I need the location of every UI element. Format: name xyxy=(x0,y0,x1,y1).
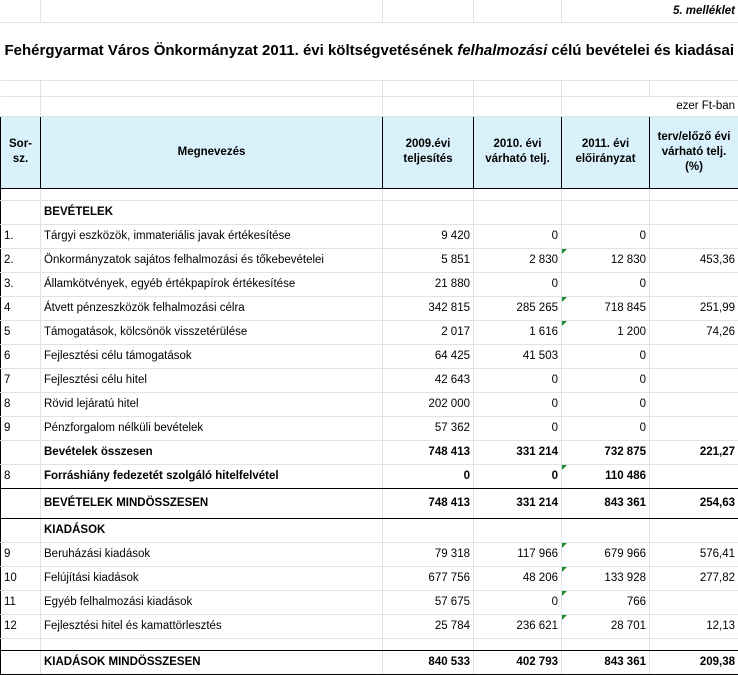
row-ratio xyxy=(650,392,738,416)
row-value-2010: 0 xyxy=(474,392,562,416)
row-name: Fejlesztési hitel és kamattörlesztés xyxy=(41,614,383,638)
col-header-2010: 2010. évi várható telj. xyxy=(474,116,562,188)
row-value-2011: 718 845 xyxy=(562,296,650,320)
income-grand-2009: 748 413 xyxy=(383,488,474,518)
table-row xyxy=(1,344,738,368)
table-row xyxy=(1,416,738,440)
row-name: Fejlesztési célu támogatások xyxy=(41,344,383,368)
row-ratio: 453,36 xyxy=(650,248,738,272)
row-value-2011: 0 xyxy=(562,224,650,248)
row-value-2010: 0 xyxy=(474,272,562,296)
row-name: Egyéb felhalmozási kiadások xyxy=(41,590,383,614)
table-row xyxy=(1,320,738,344)
row-value-2009: 677 756 xyxy=(383,566,474,590)
income-rows xyxy=(1,224,738,440)
expense-rows xyxy=(1,542,738,638)
table-row xyxy=(1,614,738,638)
row-num: 1. xyxy=(1,224,41,248)
income-total-ratio: 221,27 xyxy=(650,440,738,464)
row-name: Felújítási kiadások xyxy=(41,566,383,590)
table-row xyxy=(1,296,738,320)
row-value-2011: 1 200 xyxy=(562,320,650,344)
deficit-2009: 0 xyxy=(383,464,474,488)
row-ratio xyxy=(650,590,738,614)
row-value-2010: 1 616 xyxy=(474,320,562,344)
row-value-2010: 48 206 xyxy=(474,566,562,590)
row-num: 5 xyxy=(1,320,41,344)
deficit-2011: 110 486 xyxy=(562,464,650,488)
row-name: Beruházási kiadások xyxy=(41,542,383,566)
row-name: Önkormányzatok sajátos felhalmozási és tőkebevételei xyxy=(41,248,383,272)
row-num: 10 xyxy=(1,566,41,590)
income-total-2009: 748 413 xyxy=(383,440,474,464)
col-header-ratio: terv/előző évi várható telj. (%) xyxy=(650,116,738,188)
income-total-2011: 732 875 xyxy=(562,440,650,464)
row-value-2011: 0 xyxy=(562,416,650,440)
row-name: Rövid lejáratú hitel xyxy=(41,392,383,416)
row-value-2009: 9 420 xyxy=(383,224,474,248)
row-value-2011: 133 928 xyxy=(562,566,650,590)
row-value-2009: 2 017 xyxy=(383,320,474,344)
expense-heading: KIADÁSOK xyxy=(41,518,383,542)
title-italic: felhalmozási xyxy=(457,42,547,59)
row-name: Fejlesztési célu hitel xyxy=(41,368,383,392)
row-num: 7 xyxy=(1,368,41,392)
row-value-2009: 64 425 xyxy=(383,344,474,368)
col-header-name: Megnevezés xyxy=(41,116,383,188)
row-name: Tárgyi eszközök, immateriális javak értékesítése xyxy=(41,224,383,248)
table-row xyxy=(1,542,738,566)
income-total-2010: 331 214 xyxy=(474,440,562,464)
row-value-2009: 342 815 xyxy=(383,296,474,320)
row-value-2009: 202 000 xyxy=(383,392,474,416)
row-value-2010: 0 xyxy=(474,224,562,248)
row-value-2011: 0 xyxy=(562,392,650,416)
deficit-name: Forráshiány fedezetét szolgáló hitelfelvétel xyxy=(41,464,383,488)
table-row xyxy=(1,248,738,272)
table-row xyxy=(1,566,738,590)
row-value-2011: 12 830 xyxy=(562,248,650,272)
page-title xyxy=(1,22,738,80)
row-value-2009: 21 880 xyxy=(383,272,474,296)
income-grand-name: BEVÉTELEK MINDÖSSZESEN xyxy=(41,488,383,518)
title-part2: célú bevételei és kiadásai xyxy=(547,42,734,59)
income-total-name: Bevételek összesen xyxy=(41,440,383,464)
row-name: Átvett pénzeszközök felhalmozási célra xyxy=(41,296,383,320)
income-grand-2010: 331 214 xyxy=(474,488,562,518)
col-header-2011: 2011. évi előirányzat xyxy=(562,116,650,188)
row-ratio xyxy=(650,272,738,296)
table-row xyxy=(1,368,738,392)
row-value-2009: 57 675 xyxy=(383,590,474,614)
row-ratio: 12,13 xyxy=(650,614,738,638)
row-ratio: 277,82 xyxy=(650,566,738,590)
row-value-2010: 117 966 xyxy=(474,542,562,566)
row-num: 9 xyxy=(1,416,41,440)
row-value-2011: 28 701 xyxy=(562,614,650,638)
row-value-2011: 0 xyxy=(562,368,650,392)
row-num: 12 xyxy=(1,614,41,638)
income-grand-2011: 843 361 xyxy=(562,488,650,518)
row-num: 11 xyxy=(1,590,41,614)
row-num: 4 xyxy=(1,296,41,320)
row-name: Pénzforgalom nélküli bevételek xyxy=(41,416,383,440)
col-header-num: Sor-sz. xyxy=(1,116,41,188)
row-value-2009: 5 851 xyxy=(383,248,474,272)
row-num: 2. xyxy=(1,248,41,272)
expense-grand-name: KIADÁSOK MINDÖSSZESEN xyxy=(41,650,383,674)
row-value-2011: 0 xyxy=(562,272,650,296)
row-value-2010: 0 xyxy=(474,368,562,392)
income-grand-ratio: 254,63 xyxy=(650,488,738,518)
row-value-2009: 42 643 xyxy=(383,368,474,392)
row-num: 8 xyxy=(1,392,41,416)
deficit-num: 8 xyxy=(1,464,41,488)
row-name: Támogatások, kölcsönök visszetérülése xyxy=(41,320,383,344)
row-ratio xyxy=(650,224,738,248)
row-num: 6 xyxy=(1,344,41,368)
expense-grand-ratio: 209,38 xyxy=(650,650,738,674)
expense-grand-2009: 840 533 xyxy=(383,650,474,674)
table-row xyxy=(1,224,738,248)
row-ratio xyxy=(650,344,738,368)
row-num: 3. xyxy=(1,272,41,296)
row-value-2011: 0 xyxy=(562,344,650,368)
row-ratio xyxy=(650,368,738,392)
annex-label: 5. melléklet xyxy=(562,0,738,22)
expense-grand-2010: 402 793 xyxy=(474,650,562,674)
row-value-2011: 766 xyxy=(562,590,650,614)
title-part1: Fehérgyarmat Város Önkormányzat 2011. évi költségvetésének xyxy=(4,42,457,59)
table-row xyxy=(1,272,738,296)
row-value-2010: 236 621 xyxy=(474,614,562,638)
row-ratio xyxy=(650,416,738,440)
deficit-2010: 0 xyxy=(474,464,562,488)
col-header-2009: 2009.évi teljesítés xyxy=(383,116,474,188)
deficit-ratio xyxy=(650,464,738,488)
row-value-2009: 57 362 xyxy=(383,416,474,440)
unit-label: ezer Ft-ban xyxy=(562,96,738,116)
row-value-2009: 25 784 xyxy=(383,614,474,638)
row-value-2010: 0 xyxy=(474,416,562,440)
row-value-2009: 79 318 xyxy=(383,542,474,566)
row-value-2010: 285 265 xyxy=(474,296,562,320)
row-name: Államkötvények, egyéb értékpapírok értékesítése xyxy=(41,272,383,296)
row-value-2010: 2 830 xyxy=(474,248,562,272)
row-num: 9 xyxy=(1,542,41,566)
row-ratio: 251,99 xyxy=(650,296,738,320)
expense-grand-2011: 843 361 xyxy=(562,650,650,674)
row-value-2010: 41 503 xyxy=(474,344,562,368)
row-ratio: 74,26 xyxy=(650,320,738,344)
row-value-2011: 679 966 xyxy=(562,542,650,566)
table-row xyxy=(1,590,738,614)
table-row xyxy=(1,392,738,416)
row-value-2010: 0 xyxy=(474,590,562,614)
row-ratio: 576,41 xyxy=(650,542,738,566)
income-heading: BEVÉTELEK xyxy=(41,200,383,224)
